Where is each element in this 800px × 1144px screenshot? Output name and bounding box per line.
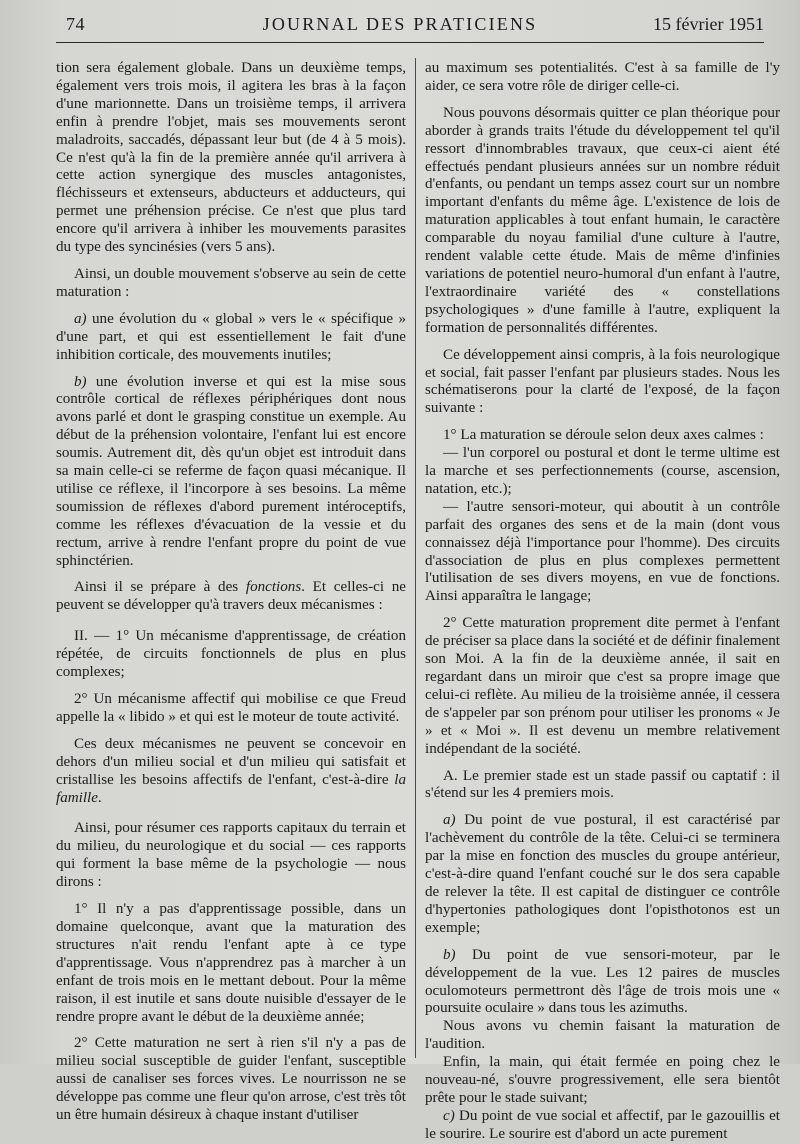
header-rule <box>56 42 764 43</box>
item-text: une évolution inverse et qui est la mise sous contrôle cortical de réflexes périphériques dont nous avons parlé et dont le grasping constitue un exemple. Au début de la préhension volontaire, l'enfant lui est encore soumis. Autrement dit, dès qu'un objet est introduit dans sa main celle-ci se referme de façon quasi mécanique. Il utilise ce réflexe, il l'incorpore à ses besoins. La même soumission de réflexes d'abord purement intéroceptifs, comme les réflexes d'évacuation de la vessie et du rectum, arrive à rendre l'enfant propre du point de vue sphinctérien. <box>56 373 406 569</box>
column-divider <box>415 58 416 1058</box>
paragraph: A. Le premier stade est un stade passif ou captatif : il s'étend sur les 4 premiers mois. <box>425 767 780 802</box>
list-item-c <box>425 1108 780 1144</box>
paragraph: Ainsi il se prépare à des fonctions. Et celles-ci ne peuvent se développer qu'à travers deux mécanismes : <box>56 579 406 614</box>
item-text: Du point de vue social et affectif, par le gazouillis et le sourire. Le sourire est d'abord un acte purement <box>425 1107 780 1142</box>
item-text: Du point de vue sensori-moteur, par le développement de la vue. Les 12 paires de muscles oculomoteurs permettront dès l'âge de trois mois une « poursuite oculaire » dans tous les azimuths. <box>425 946 780 1017</box>
paragraph: — l'autre sensori-moteur, qui aboutit à un contrôle parfait des organes des sens et de la main (dont vous connaissez déjà l'importance pour l'homme). Des circuits d'association de plus en plus complexes permettent l'utilisation de ses divers moyens, en vue de fonctions. Ainsi apparaîtra le langage; <box>425 498 780 605</box>
section-ii: II. — 1° Un mécanisme d'apprentissage, de création répétée, de circuits fonctionnels de plus en plus complexes; <box>56 628 406 681</box>
paragraph: — l'un corporel ou postural et dont le terme ultime est la marche et ses perfectionnements (course, ascension, natation, etc.); <box>425 445 780 497</box>
paragraph: 2° Cette maturation proprement dite permet à l'enfant de préciser sa place dans la société et de définir finalement son Moi. A la fin de la deuxième année, il sait en regardant dans un miroir que c'est sa propre image que celui-ci reflète. Au milieu de la troisième année, il cessera de s'appeler par son prénom pour utiliser les pronoms « Je » et « Moi ». Il est devenu un membre relativement indépendant de la société. <box>425 615 780 757</box>
paragraph: Enfin, la main, qui était fermée en poing chez le nouveau-né, s'ouvre progressivement, elle sera bientôt prête pour le stade suivant; <box>425 1054 780 1106</box>
page-header <box>0 0 800 44</box>
paragraph: Nous pouvons désormais quitter ce plan théorique pour aborder à grands traits l'étude du développement tel qu'il ressort d'innombrables travaux, que ceux-ci aient été effectués pendant plusieurs années sur un nombre réduit d'enfants, ou pendant un temps assez court sur un nombre important d'enfants du même âge. L'existence de lois de maturation applicables à tout enfant humain, le caractère comparable du noyau familial d'une culture à l'autre, rendent valable cette étude. Mais de même d'infinies variations de potentiel neuro-humoral d'un enfant à l'autre, l'extraordinaire variété des « constellations psychologiques » d'une famille à l'autre, expliquent la formation de personnalités différentes. <box>425 104 780 336</box>
item-text: une évolution du « global » vers le « spécifique » d'une part, et qui est essentiellement le fait d'une inhibition corticale, des mouvements inutiles; <box>56 310 406 363</box>
left-column <box>56 60 406 1124</box>
issue-date: 15 février 1951 <box>653 14 764 34</box>
paragraph: au maximum ses potentialités. C'est à sa famille de l'y aider, ce sera votre rôle de diriger celle-ci. <box>425 60 780 94</box>
paragraph: Ce développement ainsi compris, à la fois neurologique et social, fait passer l'enfant par plusieurs stades. Nous les schématiserons pour la clarté de l'exposé, de la façon suivante : <box>425 346 780 417</box>
right-column <box>425 60 780 1142</box>
item-label: a) <box>443 812 456 829</box>
item-label: c) <box>443 1107 455 1124</box>
paragraph: 1° Il n'y a pas d'apprentissage possible, dans un domaine quelconque, avant que la maturation des structures n'ait rendu l'enfant apte à ce type d'apprentissage. Vous n'apprendrez pas à marcher à un enfant de trois mois en le mettant debout. Pour la même raison, il est inutile et sans doute nuisible d'essayer de le rendre propre avant le début de la deuxième année; <box>56 901 406 1025</box>
paragraph: tion sera également globale. Dans un deuxième temps, également vers trois mois, il agitera les bras à la façon d'une marionnette. Dans un troisième temps, il arrivera enfin à prendre l'objet, mais ses mouvements seront maladroits, saccadés, dépassant leur but (de 4 à 5 mois). Ce n'est qu'à la fin de la première année qu'il arrivera à cette action synergique des muscles antagonistes, fléchisseurs et extenseurs, abducteurs et adducteurs, qui permet une préhension précise. Ce n'est que plus tard encore qu'il arrivera à inhiber les mouvements parasites du type des syncinésies (vers 5 ans). <box>56 60 406 256</box>
paragraph: Nous avons vu chemin faisant la maturation de l'audition. <box>425 1018 780 1053</box>
page-number: 74 <box>66 14 85 34</box>
item-label: b) <box>74 373 87 390</box>
journal-title: JOURNAL DES PRATICIENS <box>262 14 538 34</box>
item-label: a) <box>74 310 87 327</box>
paragraph: 2° Un mécanisme affectif qui mobilise ce que Freud appelle la « libido » et qui est le moteur de toute activité. <box>56 691 406 725</box>
paragraph: Ainsi, pour résumer ces rapports capitaux du terrain et du milieu, du neurologique et du social — ces rapports qui forment la base même de la psychologie — nous dirons : <box>56 820 406 891</box>
paragraph: Ces deux mécanismes ne peuvent se concevoir en dehors d'un milieu social et d'un milieu qui satisfait et cristallise les besoins affectifs de l'enfant, c'est-à-dire la famille. <box>56 735 406 806</box>
list-item-b <box>425 947 780 1019</box>
list-item-a <box>425 812 780 937</box>
paragraph: 1° La maturation se déroule selon deux axes calmes : <box>443 427 764 444</box>
paragraph: Ainsi, un double mouvement s'observe au sein de cette maturation : <box>56 265 406 300</box>
list-item-a <box>56 311 406 365</box>
paragraph: 2° Cette maturation ne sert à rien s'il n'y a pas de milieu social susceptible de guider l'enfant, susceptible aussi de canaliser ses forces vives. Le nourrisson ne se développe pas comme une fleur qu'on arrose, c'est très tôt un être humain désireux à chaque instant d'utiliser <box>56 1035 406 1124</box>
item-text: Du point de vue postural, il est caractérisé par l'achèvement du contrôle de la tête. Celui-ci se terminera par la mise en fonction des muscles du groupe antérieur, c'est-à-dire quand l'enfant couché sur le dos sera capable de relever la tête. Il est capital de distinguer ce contrôle d'hypertonies pathologiques dont l'opisthotonos est un exemple; <box>425 812 780 936</box>
item-label: b) <box>443 946 456 963</box>
list-item-b <box>56 374 406 571</box>
